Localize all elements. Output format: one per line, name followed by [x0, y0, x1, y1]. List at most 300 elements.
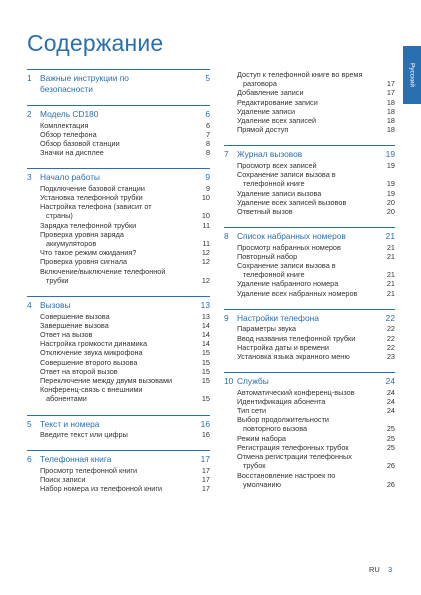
entry-title	[27, 321, 198, 330]
entry-page-number: 14	[201, 339, 210, 349]
toc-entry-link[interactable]	[224, 289, 395, 298]
section-title	[40, 300, 198, 311]
entry-title-line: умолчанию	[243, 479, 282, 489]
entry-title	[224, 98, 383, 107]
entry-page-number: 24	[386, 406, 395, 416]
entry-title-line: Подключение базовой станции	[40, 183, 145, 193]
entry-title-line: Завершение вызова	[40, 320, 109, 330]
entry-title	[224, 243, 383, 252]
entry-title	[224, 388, 383, 397]
entry-title-line: Сохранение записи вызова в	[237, 261, 336, 271]
entry-title-line: Добавление записи	[237, 88, 304, 98]
entry-title	[27, 130, 198, 139]
section-title	[237, 376, 383, 387]
entry-title-line: телефонной книге	[243, 270, 305, 280]
entry-page-number: 19	[386, 188, 395, 198]
entry-title	[27, 330, 198, 339]
entry-title	[224, 70, 383, 88]
entry-title	[224, 443, 383, 452]
entry-title-line: Просмотр набранных номеров	[237, 242, 341, 252]
entry-page-number: 20	[386, 206, 395, 216]
toc-entry-link[interactable]	[224, 116, 395, 125]
toc-entry-link[interactable]	[224, 279, 395, 288]
toc-entry-link[interactable]	[27, 184, 210, 193]
section-items	[27, 430, 210, 439]
toc-entry-link[interactable]	[27, 193, 210, 202]
section-page-number: 19	[385, 149, 395, 160]
toc-section	[27, 105, 210, 157]
entry-title	[224, 324, 383, 333]
toc-section	[27, 415, 210, 440]
toc-entry-link[interactable]	[224, 397, 395, 406]
section-heading-link[interactable]	[27, 454, 210, 465]
entry-title	[27, 148, 198, 157]
entry-title-line: Ответ на второй вызов	[40, 366, 118, 376]
toc-entry-link[interactable]	[224, 324, 395, 333]
section-number: 1	[27, 73, 32, 83]
section-title-line: Службы	[237, 376, 269, 387]
entry-title	[224, 343, 383, 352]
toc-entry-link[interactable]	[27, 339, 210, 348]
entry-page-number: 26	[386, 479, 395, 489]
entry-page-number: 23	[386, 351, 395, 361]
toc-section	[224, 372, 395, 489]
entry-page-number: 17	[201, 465, 210, 475]
entry-title-line: Ввод названия телефонной трубки	[237, 333, 356, 343]
entry-page-number: 6	[205, 120, 210, 130]
entry-page-number: 14	[201, 329, 210, 339]
entry-page-number: 7	[205, 129, 210, 139]
section-heading-link[interactable]	[224, 376, 395, 387]
section-page-number: 21	[385, 231, 395, 242]
toc-entry-link[interactable]	[224, 198, 395, 207]
toc-section	[27, 69, 210, 94]
section-title	[40, 73, 198, 94]
section-number: 9	[224, 312, 229, 323]
section-page-number: 17	[200, 454, 210, 465]
toc-section	[27, 450, 210, 493]
entry-title-line: Повторный набор	[237, 251, 298, 261]
entry-title-line: Просмотр телефонной книги	[40, 465, 138, 475]
section-heading-link[interactable]	[224, 231, 395, 242]
entry-title-line: Отключение звука микрофона	[40, 348, 143, 358]
toc-entry-link[interactable]	[27, 148, 210, 157]
entry-page-number: 21	[386, 288, 395, 298]
toc-entry-link[interactable]	[224, 252, 395, 261]
entry-title-line: Совершение второго вызова	[40, 357, 138, 367]
entry-title-line: Что такое режим ожидания?	[40, 248, 137, 258]
toc-entry-link[interactable]	[224, 125, 395, 134]
entry-title	[27, 139, 198, 148]
section-page-number: 24	[385, 376, 395, 387]
entry-page-number: 21	[386, 251, 395, 261]
entry-title-line: Прямой доступ	[237, 125, 289, 135]
entry-title	[224, 252, 383, 261]
section-title	[40, 172, 198, 183]
entry-title-line: Настройка телефона (зависит от	[40, 202, 152, 212]
toc-entry-link[interactable]	[27, 367, 210, 376]
section-items	[224, 243, 395, 298]
section-items	[27, 466, 210, 494]
entry-page-number: 16	[201, 430, 210, 440]
entry-title-line: Поиск записи	[40, 474, 86, 484]
entry-title	[27, 367, 198, 376]
entry-title	[224, 125, 383, 134]
section-title-line: безопасности	[40, 83, 93, 94]
entry-title	[224, 279, 383, 288]
toc-entry-link[interactable]	[27, 139, 210, 148]
section-title	[40, 109, 198, 120]
entry-page-number: 12	[201, 275, 210, 285]
entry-page-number: 18	[386, 125, 395, 135]
entry-title-line: Зарядка телефонной трубки	[40, 220, 137, 230]
language-tab-label: Русский	[408, 62, 416, 88]
entry-title	[224, 170, 383, 188]
entry-page-number: 15	[201, 375, 210, 385]
toc-section	[27, 296, 210, 404]
section-title	[237, 149, 383, 160]
entry-title	[224, 189, 383, 198]
entry-title-line: Отмена регистрации телефонных	[237, 452, 352, 462]
entry-page-number: 18	[386, 106, 395, 116]
entry-title-line: Идентификация абонента	[237, 396, 326, 406]
section-items	[224, 324, 395, 361]
section-number: 2	[27, 109, 32, 119]
entry-page-number: 14	[201, 320, 210, 330]
toc-entry-link[interactable]	[224, 388, 395, 397]
section-page-number: 6	[205, 109, 210, 119]
entry-page-number: 22	[386, 342, 395, 352]
entry-page-number: 26	[386, 461, 395, 471]
entry-title-line: Параметры звука	[237, 324, 297, 334]
entry-title	[224, 452, 383, 470]
entry-title	[27, 358, 198, 367]
entry-title-line: Удаление всех записей	[237, 116, 317, 126]
entry-page-number: 18	[386, 116, 395, 126]
entry-title-line: Редактирование записи	[237, 97, 318, 107]
section-items	[27, 184, 210, 285]
entry-title-line: Регистрация телефонных трубок	[237, 442, 349, 452]
entry-title-line: Удаление всех записей вызовов	[237, 197, 347, 207]
entry-title-line: Комплектация	[40, 120, 89, 130]
entry-title-line: Ответ на вызов	[40, 329, 93, 339]
entry-title-line: Режим набора	[237, 433, 286, 443]
section-heading-link[interactable]	[224, 149, 395, 160]
entry-title	[224, 88, 383, 97]
entry-title-line: Удаление набранного номера	[237, 279, 339, 289]
entry-title	[27, 121, 198, 130]
entry-title-line: Удаление всех набранных номеров	[237, 288, 358, 298]
toc-entry-link[interactable]	[27, 202, 210, 220]
entry-title-line: телефонной книге	[243, 179, 305, 189]
entry-title-line: Обзор телефона	[40, 129, 97, 139]
entry-page-number: 12	[201, 257, 210, 267]
entry-title	[27, 339, 198, 348]
entry-title	[224, 471, 383, 489]
entry-page-number: 15	[201, 348, 210, 358]
entry-page-number: 19	[386, 179, 395, 189]
section-title	[237, 313, 383, 324]
toc-entry-link[interactable]	[27, 130, 210, 139]
toc-entry-link[interactable]	[224, 170, 395, 188]
entry-page-number: 25	[386, 442, 395, 452]
entry-title	[27, 376, 198, 385]
entry-title	[224, 352, 383, 361]
entry-title-line: Выбор продолжительности	[237, 415, 330, 425]
toc-entry-link[interactable]	[224, 343, 395, 352]
entry-page-number: 8	[205, 138, 210, 148]
toc-left-column	[27, 69, 210, 504]
page-title: Содержание	[27, 30, 164, 56]
entry-page-number: 10	[201, 193, 210, 203]
entry-title	[224, 397, 383, 406]
entry-page-number: 21	[386, 279, 395, 289]
entry-title	[224, 116, 383, 125]
entry-title	[27, 193, 198, 202]
toc-entry-link[interactable]	[27, 230, 210, 248]
entry-title-line: разговора	[243, 79, 277, 89]
entry-title-line: Обзор базовой станции	[40, 138, 120, 148]
toc-entry-link[interactable]	[224, 434, 395, 443]
section-heading-link[interactable]	[27, 109, 210, 120]
toc-entry-link[interactable]	[27, 385, 210, 403]
toc-section	[224, 70, 395, 134]
entry-page-number: 15	[201, 394, 210, 404]
entry-title-line: Проверка уровня заряда	[40, 229, 124, 239]
entry-title	[27, 430, 198, 439]
entry-title-line: Конференц-связь с внешними	[40, 385, 143, 395]
toc-entry-link[interactable]	[224, 334, 395, 343]
entry-title-line: Проверка уровня сигнала	[40, 257, 128, 267]
entry-page-number: 18	[386, 97, 395, 107]
entry-title	[224, 289, 383, 298]
section-page-number: 5	[205, 73, 210, 83]
section-page-number: 16	[200, 418, 210, 429]
section-items	[27, 312, 210, 404]
section-number: 10	[224, 376, 234, 387]
entry-title	[27, 484, 198, 493]
entry-page-number: 22	[386, 324, 395, 334]
entry-title	[224, 198, 383, 207]
toc-entry-link[interactable]	[27, 321, 210, 330]
entry-title-line: Восстановление настроек по	[237, 470, 336, 480]
toc-entry-link[interactable]	[224, 98, 395, 107]
section-title	[237, 231, 383, 242]
toc-section	[224, 309, 395, 361]
section-title-line: Журнал вызовов	[237, 149, 303, 160]
entry-title	[27, 385, 198, 403]
toc-entry-link[interactable]	[27, 484, 210, 493]
toc-right-column	[224, 69, 395, 500]
entry-page-number: 8	[205, 148, 210, 158]
toc-entry-link[interactable]	[27, 475, 210, 484]
toc-section	[224, 227, 395, 298]
entry-page-number: 19	[386, 160, 395, 170]
entry-title	[27, 257, 198, 266]
entry-page-number: 20	[386, 197, 395, 207]
entry-title-line: Значки на дисплее	[40, 148, 104, 158]
entry-title	[27, 475, 198, 484]
toc-entry-link[interactable]	[224, 471, 395, 489]
entry-title	[27, 248, 198, 257]
section-number: 3	[27, 172, 32, 183]
section-number: 6	[27, 454, 32, 465]
section-items	[224, 161, 395, 216]
toc-entry-link[interactable]	[27, 376, 210, 385]
toc-entry-link[interactable]	[27, 348, 210, 357]
entry-page-number: 21	[386, 270, 395, 280]
section-page-number: 13	[200, 300, 210, 311]
entry-title	[224, 334, 383, 343]
toc-entry-link[interactable]	[224, 88, 395, 97]
toc-entry-link[interactable]	[27, 330, 210, 339]
toc-entry-link[interactable]	[224, 70, 395, 88]
footer-language: RU	[369, 565, 380, 574]
section-items	[224, 70, 395, 134]
entry-page-number: 15	[201, 366, 210, 376]
entry-title-line: Тип сети	[237, 406, 267, 416]
entry-title-line: Просмотр всех записей	[237, 160, 317, 170]
toc-section	[27, 168, 210, 285]
section-heading-link[interactable]	[27, 73, 210, 94]
toc-entry-link[interactable]	[224, 452, 395, 470]
toc-entry-link[interactable]	[27, 248, 210, 257]
toc-entry-link[interactable]	[27, 466, 210, 475]
entry-page-number: 25	[386, 433, 395, 443]
entry-title-line: Ответный вызов	[237, 206, 293, 216]
entry-title-line: абонентами	[46, 394, 87, 404]
entry-page-number: 25	[386, 424, 395, 434]
entry-title	[224, 207, 383, 216]
entry-title-line: Автоматический конференц-вызов	[237, 387, 355, 397]
entry-title-line: Доступ к телефонной книге во время	[237, 70, 363, 79]
entry-title	[224, 406, 383, 415]
entry-title-line: Совершение вызова	[40, 311, 110, 321]
section-heading-link[interactable]	[27, 172, 210, 183]
entry-title	[27, 202, 198, 220]
entry-page-number: 22	[386, 333, 395, 343]
toc-entry-link[interactable]	[224, 443, 395, 452]
section-items	[27, 121, 210, 158]
entry-page-number: 17	[201, 474, 210, 484]
section-title	[40, 419, 198, 430]
toc-entry-link[interactable]	[224, 406, 395, 415]
toc-entry-link[interactable]	[27, 312, 210, 321]
entry-page-number: 12	[201, 248, 210, 258]
section-number: 8	[224, 231, 229, 242]
section-title-line: Модель CD180	[40, 109, 99, 119]
entry-title	[27, 312, 198, 321]
toc-entry-link[interactable]	[27, 430, 210, 439]
entry-title	[224, 415, 383, 433]
entry-page-number: 24	[386, 387, 395, 397]
section-title-line: Начало работы	[40, 172, 100, 183]
entry-title-line: аккумуляторов	[46, 239, 97, 249]
entry-title-line: трубки	[46, 275, 69, 285]
language-tab	[403, 46, 421, 104]
section-heading-link[interactable]	[224, 313, 395, 324]
entry-title	[27, 348, 198, 357]
toc-entry-link[interactable]	[224, 261, 395, 279]
section-number: 4	[27, 300, 32, 311]
section-title-line: Важные инструкции по	[40, 73, 129, 83]
section-number: 5	[27, 418, 32, 429]
section-heading-link[interactable]	[27, 419, 210, 430]
toc-entry-link[interactable]	[27, 267, 210, 285]
entry-title	[27, 267, 198, 285]
section-title-line: Список набранных номеров	[237, 231, 346, 242]
entry-page-number: 17	[386, 79, 395, 89]
toc-entry-link[interactable]	[27, 121, 210, 130]
entry-title-line: Удаление записи	[237, 106, 296, 116]
section-page-number: 9	[205, 172, 210, 183]
entry-page-number: 9	[205, 183, 210, 193]
entry-title-line: Сохранение записи вызова в	[237, 170, 336, 180]
toc-entry-link[interactable]	[27, 257, 210, 266]
toc-entry-link[interactable]	[224, 243, 395, 252]
entry-title-line: Переключение между двумя вызовами	[40, 375, 173, 385]
section-title-line: Настройки телефона	[237, 312, 319, 323]
section-title-line: Телефонная книга	[40, 454, 112, 465]
entry-title-line: Набор номера из телефонной книги	[40, 484, 163, 494]
entry-title	[27, 466, 198, 475]
section-number: 7	[224, 149, 229, 160]
entry-title-line: Удаление записи вызова	[237, 188, 322, 198]
entry-title-line: Включение/выключение телефонной	[40, 266, 166, 276]
section-title-line: Текст и номера	[40, 418, 100, 429]
entry-page-number: 24	[386, 396, 395, 406]
entry-page-number: 11	[202, 220, 210, 230]
footer-page-number: 3	[388, 565, 393, 574]
entry-title-line: Настройка даты и времени	[237, 342, 329, 352]
entry-title	[27, 221, 198, 230]
toc-entry-link[interactable]	[27, 358, 210, 367]
entry-title-line: Настройка громкости динамика	[40, 339, 148, 349]
toc-entry-link[interactable]	[224, 352, 395, 361]
toc-entry-link[interactable]	[224, 189, 395, 198]
entry-title-line: повторного вызова	[243, 424, 308, 434]
entry-title-line: Введите текст или цифры	[40, 430, 128, 440]
entry-page-number: 17	[386, 88, 395, 98]
entry-page-number: 17	[201, 484, 210, 494]
section-title-line: Вызовы	[40, 300, 71, 311]
entry-page-number: 15	[201, 357, 210, 367]
section-title	[40, 454, 198, 465]
entry-page-number: 11	[202, 239, 210, 249]
entry-title	[27, 230, 198, 248]
toc-entry-link[interactable]	[224, 207, 395, 216]
entry-title	[224, 434, 383, 443]
toc-section	[224, 145, 395, 216]
entry-page-number: 13	[201, 311, 210, 321]
toc-entry-link[interactable]	[224, 107, 395, 116]
entry-title-line: трубок	[243, 461, 266, 471]
section-page-number: 22	[385, 312, 395, 323]
toc-entry-link[interactable]	[224, 161, 395, 170]
toc-entry-link[interactable]	[224, 415, 395, 433]
section-items	[224, 388, 395, 489]
entry-title	[27, 184, 198, 193]
entry-title	[224, 261, 383, 279]
section-heading-link[interactable]	[27, 300, 210, 311]
entry-page-number: 10	[201, 211, 210, 221]
entry-title	[224, 161, 383, 170]
entry-page-number: 21	[386, 242, 395, 252]
entry-title	[224, 107, 383, 116]
entry-title-line: Установка языка экранного меню	[237, 351, 350, 361]
toc-entry-link[interactable]	[27, 221, 210, 230]
entry-title-line: Установка телефонной трубки	[40, 193, 143, 203]
